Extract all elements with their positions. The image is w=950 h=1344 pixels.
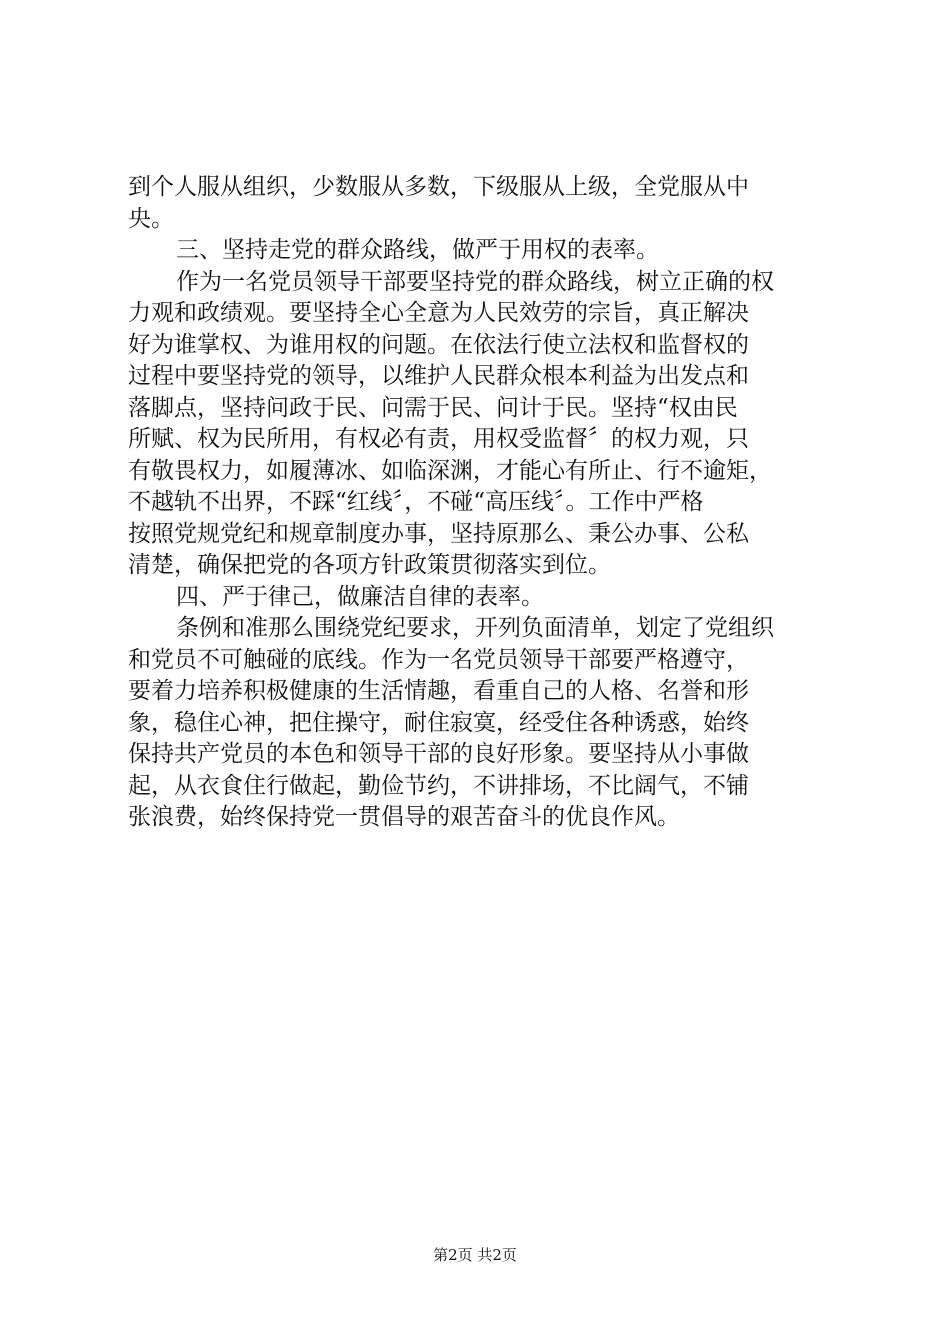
text-line: 保持共产党员的本色和领导干部的良好形象。要坚持从小事做 — [128, 741, 749, 767]
section-heading-4: 四、严于律己，做廉洁自律的表率。 — [176, 583, 544, 610]
text-line: 作为一名党员领导干部要坚持党的群众路线，树立正确的权 — [176, 268, 774, 295]
text-line: 不越轨不出界，不踩“红线〞，不碰“高压线〞。工作中严格 — [128, 489, 704, 515]
text-line: 力观和政绩观。要坚持全心全意为人民效劳的宗旨，真正解决 — [128, 300, 749, 326]
document-body — [128, 172, 848, 834]
text-line: 要着力培养积极健康的生活情趣，看重自己的人格、名誉和形 — [128, 678, 749, 704]
text-line: 央。 — [128, 205, 174, 232]
text-line: 过程中要坚持党的领导，以维护人民群众根本利益为出发点和 — [128, 363, 749, 389]
text-line: 到个人服从组织，少数服从多数，下级服从上级，全党服从中 — [128, 174, 749, 200]
text-line: 起，从衣食住行做起，勤俭节约，不讲排场，不比阔气，不铺 — [128, 772, 749, 799]
text-line: 和党员不可触碰的底线。作为一名党员领导干部要严格遵守， — [128, 646, 749, 673]
section-heading-3: 三、坚持走党的群众路线，做严于用权的表率。 — [176, 237, 659, 263]
text-line: 条例和准那么围绕党纪要求，开列负面清单，划定了党组织 — [176, 615, 774, 641]
text-line: 所赋、权为民所用，有权必有责，用权受监督〞的权力观，只 — [128, 426, 749, 452]
text-line: 象，稳住心神，把住操守，耐住寂寞，经受住各种诱惑，始终 — [128, 709, 749, 736]
text-line: 张浪费，始终保持党一贯倡导的艰苦奋斗的优良作风。 — [128, 804, 680, 830]
text-line: 有敬畏权力，如履薄冰、如临深渊，才能心有所止、行不逾矩， — [128, 457, 772, 484]
page-number-footer: 第2页 共2页 — [433, 1246, 517, 1264]
text-line: 好为谁掌权、为谁用权的问题。在依法行使立法权和监督权的 — [128, 331, 749, 358]
text-line: 清楚，确保把党的各项方针政策贯彻落实到位。 — [128, 552, 611, 578]
text-line: 落脚点，坚持问政于民、问需于民、问计于民。坚持“权由民 — [128, 394, 738, 421]
text-line: 按照党规党纪和规章制度办事，坚持原那么、秉公办事、公私 — [128, 520, 749, 547]
